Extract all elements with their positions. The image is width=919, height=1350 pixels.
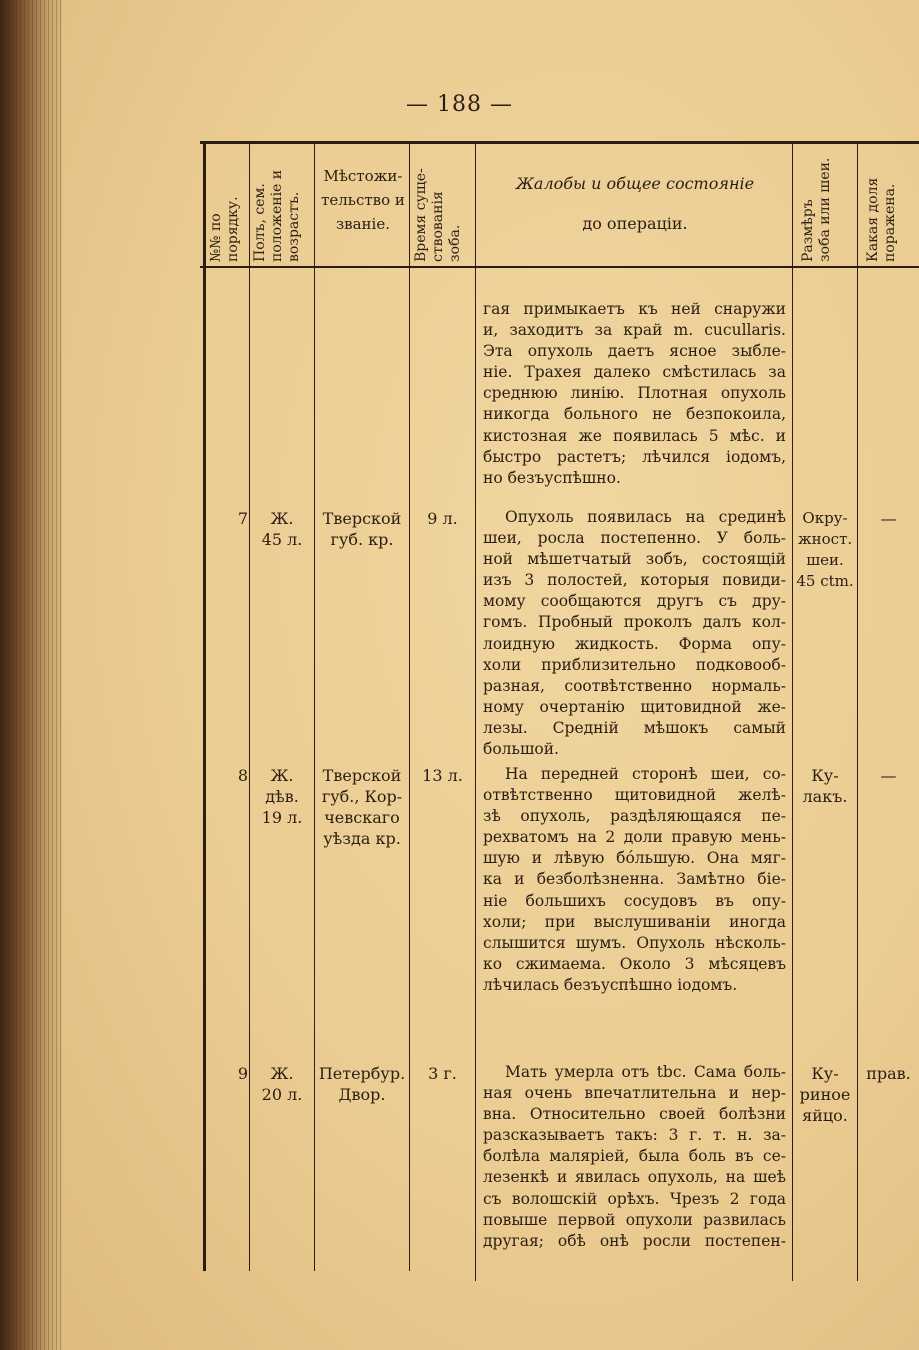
text-line: гомъ. Пробный проколъ далъ кол- <box>483 613 786 632</box>
row-9-lobe: прав. <box>866 1064 911 1083</box>
row-8-duration: 13 л. <box>422 766 463 785</box>
text-line: Опухоль появилась на срединѣ <box>505 508 786 526</box>
header-complaints-line2: до операціи. <box>582 214 688 233</box>
text-line: шую и лѣвую бóльшую. Она мяг- <box>483 849 786 868</box>
row-8-number: 8 <box>237 766 248 785</box>
row-8-sex-age <box>251 765 313 828</box>
row-9-size <box>794 1063 856 1126</box>
cell-line: Окру- <box>802 509 848 527</box>
header-goiter-size: Размѣръ зоба или шеи. <box>800 157 833 262</box>
cell-line: Тверской <box>322 766 402 785</box>
text-line: вна. Относительно своей болѣзни <box>483 1105 786 1124</box>
text-line: шеи, росла постепенно. У боль- <box>483 529 786 548</box>
table-left-rule <box>203 141 206 1271</box>
row-8-complaints <box>483 764 786 996</box>
text-line: ка и безболѣзненна. Замѣтно біе- <box>483 870 786 889</box>
cell-line: Ж. <box>270 766 294 785</box>
header-number: №№ по порядку. <box>208 196 241 262</box>
text-line: съ волошскій орѣхъ. Чрезъ 2 года <box>483 1189 786 1208</box>
cell-line: чевскаго <box>324 808 400 827</box>
row-7-residence <box>315 508 409 550</box>
text-line: Мать умерла отъ tbc. Сама боль- <box>505 1063 786 1081</box>
col-divider-6 <box>857 141 858 1281</box>
row-8-lobe: — <box>880 766 897 785</box>
text-line: ному очертанію щитовидной же- <box>483 697 786 716</box>
cell-line: риное <box>799 1085 851 1104</box>
col-divider-3 <box>409 141 410 1271</box>
text-line: отвѣтственно щитовидной желѣ- <box>483 786 786 805</box>
cell-line: 20 л. <box>261 1085 303 1104</box>
header-bottom-rule <box>200 266 919 268</box>
col-divider-4 <box>475 141 476 1281</box>
row-9-sex-age <box>251 1063 313 1105</box>
cell-line: дѣв. <box>265 787 299 806</box>
text-line: гая примыкаетъ къ ней снаружи <box>483 300 786 318</box>
text-line: лезенкѣ и явилась опухоль, на шеѣ <box>483 1168 786 1187</box>
text-line: Эта опухоль даетъ ясное зыбле- <box>483 342 786 361</box>
cell-line: Петербур. <box>318 1064 406 1083</box>
row-7-duration: 9 л. <box>427 509 458 528</box>
col-divider-1 <box>249 141 250 1271</box>
text-line: холи; при выслушиваніи иногда <box>483 912 786 931</box>
cell-line: губ., Кор- <box>321 787 403 806</box>
cell-line: губ. кр. <box>330 530 394 549</box>
header-goiter-duration: Время суще- ствованія зоба. <box>413 168 463 262</box>
cell-line: жност. <box>797 530 853 548</box>
row-9-complaints <box>483 1062 786 1252</box>
text-line: разсказываетъ такъ: 3 г. т. н. за- <box>483 1126 786 1145</box>
row-8-residence <box>315 765 409 849</box>
text-line: болѣла маляріей, была боль въ се- <box>483 1147 786 1166</box>
row-9-number: 9 <box>237 1064 248 1083</box>
text-line: большой. <box>483 740 559 759</box>
continuation-text <box>483 299 786 489</box>
row-7-lobe: — <box>880 509 897 528</box>
text-line: ніе. Трахея далеко смѣстилась за <box>483 363 786 382</box>
text-line: ной мѣшетчатый зобъ, состоящій <box>483 550 786 569</box>
header-sex-status-age: Полъ, сем. положеніе и возрастъ. <box>252 169 302 262</box>
col-divider-5 <box>792 141 793 1281</box>
text-line: кистозная же появилась 5 мѣс. и <box>483 426 786 445</box>
header-affected-lobe: Какая доля поражена. <box>865 177 898 262</box>
cell-line: 45 ctm. <box>796 572 854 590</box>
header-complaints-line1: Жалобы и общее состояніе <box>515 174 755 193</box>
cell-line: 19 л. <box>261 808 303 827</box>
row-7-size <box>794 508 856 592</box>
cell-line: шеи. <box>806 551 844 569</box>
text-line: лѣчилась безъуспѣшно іодомъ. <box>483 975 738 994</box>
text-line: никогда больного не безпокоила, <box>483 405 786 424</box>
text-line: разная, соотвѣтственно нормаль- <box>483 676 786 695</box>
text-line: лезы. Средній мѣшокъ самый <box>483 718 786 737</box>
text-line: ко сжимаема. Около 3 мѣсяцевъ <box>483 954 786 973</box>
text-line: ная очень впечатлительна и нер- <box>483 1084 786 1103</box>
cell-line: Ж. <box>270 1064 294 1083</box>
text-line: На передней сторонѣ шеи, со- <box>505 765 786 783</box>
row-9-residence <box>315 1063 409 1105</box>
row-7-number: 7 <box>237 509 248 528</box>
text-line: холи приблизительно подковооб- <box>483 655 786 674</box>
text-line: и, заходитъ за край m. cucullaris. <box>483 321 786 340</box>
text-line: слышится шумъ. Опухоль нѣсколь- <box>483 933 786 952</box>
text-line: лоидную жидкость. Форма опу- <box>483 634 786 653</box>
cell-line: лакъ. <box>802 787 848 806</box>
text-line: рехватомъ на 2 доли правую мень- <box>483 828 786 847</box>
row-9-duration: 3 г. <box>428 1064 457 1083</box>
row-7-sex-age <box>251 508 313 550</box>
header-residence: Мѣстожи- тельство и званіе. <box>321 167 405 233</box>
cell-line: Ку- <box>811 1064 839 1083</box>
text-line: другая; обѣ онѣ росли постепен- <box>483 1231 786 1250</box>
text-line: быстро растетъ; лѣчился іодомъ, <box>483 447 786 466</box>
cell-line: 45 л. <box>261 530 303 549</box>
cell-line: Двор. <box>338 1085 386 1104</box>
text-line: ніе большихъ сосудовъ въ опу- <box>483 891 786 910</box>
row-8-size <box>794 765 856 807</box>
text-line: среднюю линію. Плотная опухоль <box>483 384 786 403</box>
cell-line: яйцо. <box>802 1106 848 1125</box>
cell-line: Тверской <box>322 509 402 528</box>
cell-line: уѣзда кр. <box>323 829 401 848</box>
book-page-edges <box>0 0 62 1350</box>
cell-line: Ку- <box>811 766 839 785</box>
text-line: повыше первой опухоли развилась <box>483 1210 786 1229</box>
page-number: — 188 — <box>406 92 513 117</box>
cell-line: Ж. <box>270 509 294 528</box>
text-line: мому сообщаются другъ съ дру- <box>483 592 786 611</box>
text-line: зѣ опухоль, раздѣляющаяся пе- <box>483 807 786 826</box>
row-7-complaints <box>483 507 786 760</box>
text-line: изъ 3 полостей, которыя повиди- <box>483 571 786 590</box>
text-line: но безъуспѣшно. <box>483 468 621 487</box>
